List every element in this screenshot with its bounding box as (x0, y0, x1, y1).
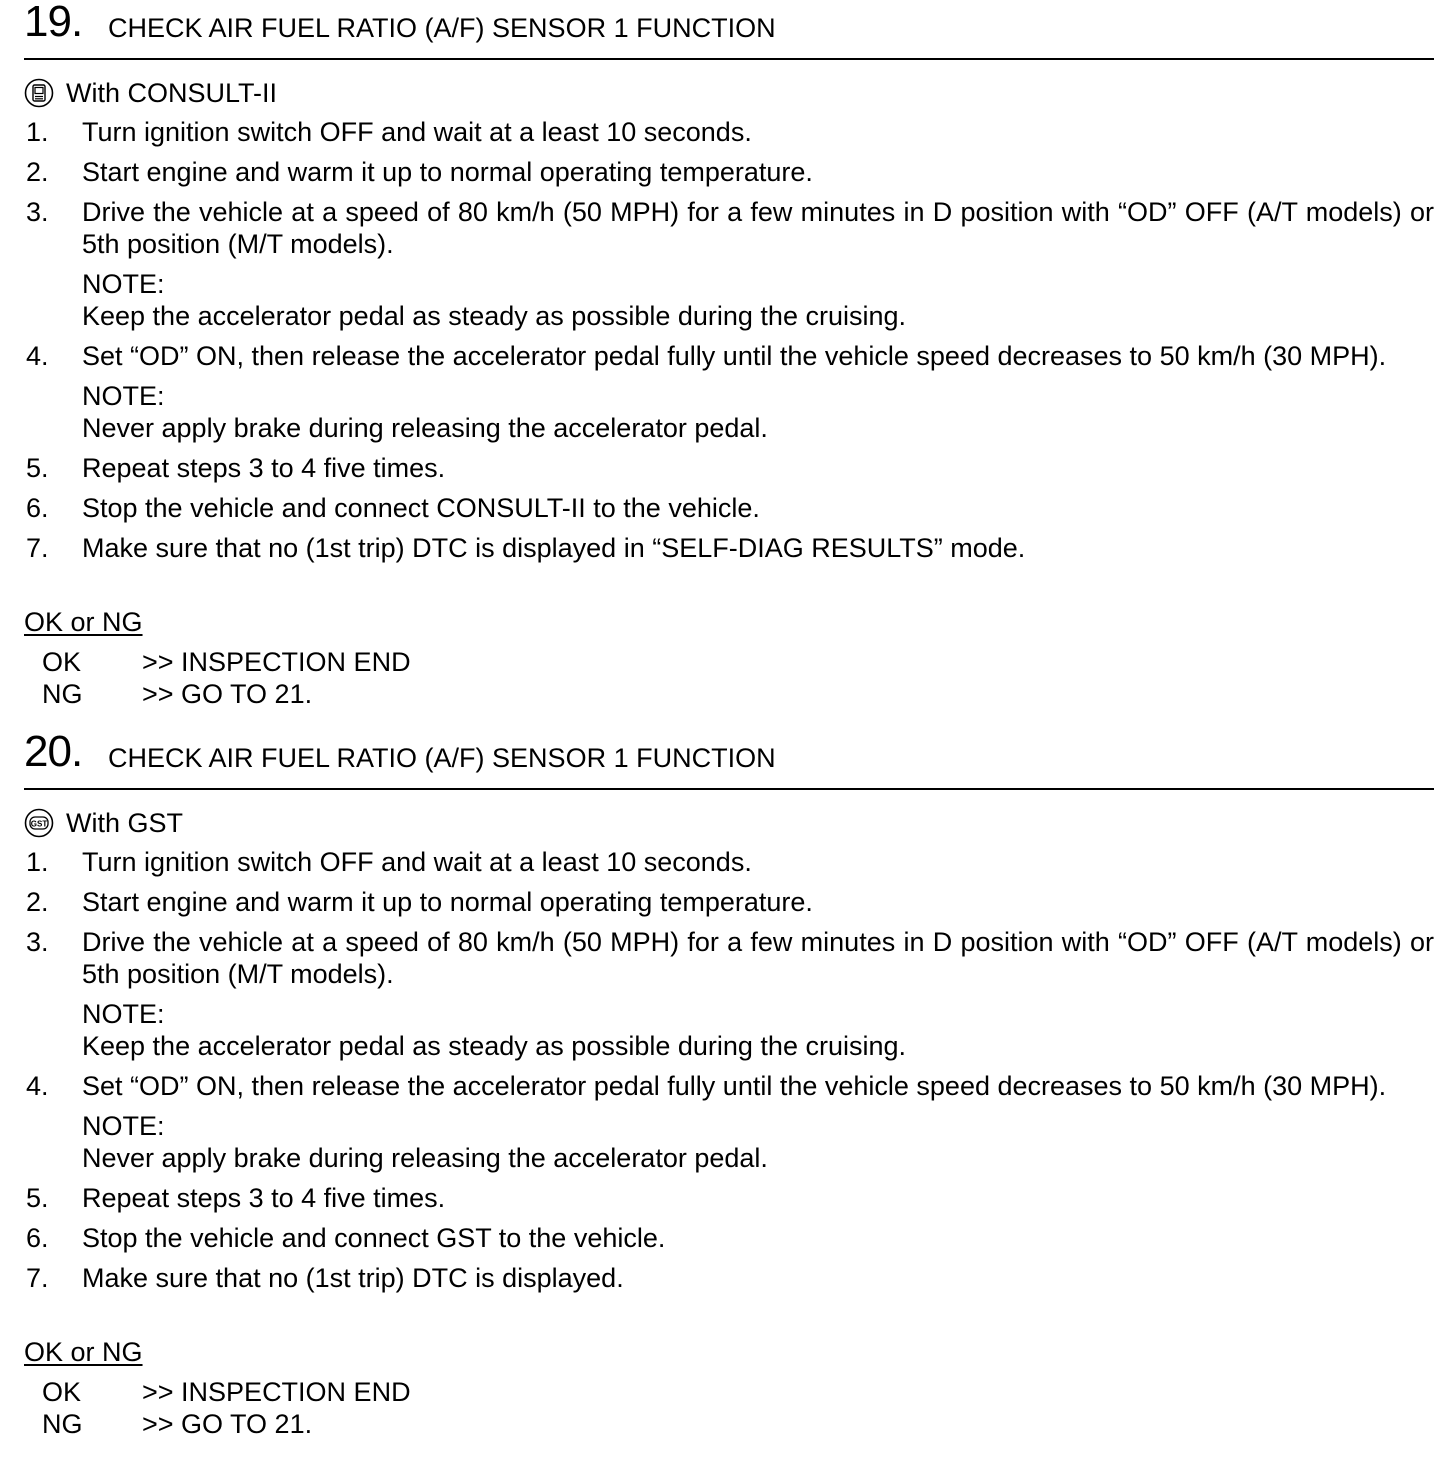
step-item-text: Start engine and warm it up to normal operating temperature. (82, 887, 813, 917)
step-item-text: Make sure that no (1st trip) DTC is displayed in “SELF-DIAG RESULTS” mode. (82, 533, 1026, 563)
result-row-ng (24, 678, 313, 710)
note-text: Keep the accelerator pedal as steady as possible during the cruising. (82, 1031, 907, 1061)
tool-label: With CONSULT-II (66, 78, 278, 108)
step-item-text: Drive the vehicle at a speed of 80 km/h (50 MPH) for a few minutes in D position with “OD” OFF (A/T models) or 5th position (M/T models). (82, 927, 1434, 989)
result-value: >> GO TO 21. (142, 679, 313, 709)
step-item (24, 340, 1434, 444)
step-item-text: Repeat steps 3 to 4 five times. (82, 453, 446, 483)
result-row-ng (24, 1408, 313, 1440)
step-item-text: Start engine and warm it up to normal operating temperature. (82, 157, 813, 187)
result-title: OK or NG (24, 607, 143, 637)
result-value: >> INSPECTION END (142, 647, 411, 677)
step-item-number: 3. (26, 927, 49, 957)
result-key: NG (42, 1409, 83, 1439)
result-block (24, 1336, 411, 1440)
section-heading (24, 0, 1434, 60)
step-number: 20. (24, 727, 83, 776)
note-label: NOTE: (82, 381, 165, 411)
step-list (24, 846, 1434, 1302)
section-heading (24, 727, 1434, 790)
step-item (24, 452, 1434, 484)
step-item-number: 5. (26, 453, 49, 483)
step-item-text: Turn ignition switch OFF and wait at a least 10 seconds. (82, 117, 752, 147)
tool-line (24, 806, 183, 840)
result-block (24, 606, 411, 710)
note-label: NOTE: (82, 269, 165, 299)
step-item (24, 1222, 1434, 1254)
step-item-number: 1. (26, 847, 49, 877)
step-item (24, 156, 1434, 188)
result-value: >> INSPECTION END (142, 1377, 411, 1407)
step-list (24, 116, 1434, 572)
step-item-text: Stop the vehicle and connect CONSULT-II to the vehicle. (82, 493, 760, 523)
result-key: OK (42, 647, 82, 677)
step-item-number: 5. (26, 1183, 49, 1213)
note-text: Never apply brake during releasing the accelerator pedal. (82, 413, 768, 443)
step-item (24, 196, 1434, 332)
gst-icon (24, 808, 54, 838)
step-title: CHECK AIR FUEL RATIO (A/F) SENSOR 1 FUNCTION (108, 743, 776, 773)
step-item-text: Repeat steps 3 to 4 five times. (82, 1183, 446, 1213)
step-item-number: 7. (26, 1263, 49, 1293)
step-title: CHECK AIR FUEL RATIO (A/F) SENSOR 1 FUNCTION (108, 13, 776, 43)
step-item (24, 116, 1434, 148)
note-text: Never apply brake during releasing the accelerator pedal. (82, 1143, 768, 1173)
step-item-text: Make sure that no (1st trip) DTC is displayed. (82, 1263, 624, 1293)
step-item-number: 2. (26, 887, 49, 917)
note-text: Keep the accelerator pedal as steady as possible during the cruising. (82, 301, 907, 331)
result-row-ok (24, 1376, 411, 1408)
step-item (24, 886, 1434, 918)
note-label: NOTE: (82, 1111, 165, 1141)
step-item (24, 1182, 1434, 1214)
step-item-number: 7. (26, 533, 49, 563)
step-item-number: 6. (26, 493, 49, 523)
step-item (24, 846, 1434, 878)
step-item (24, 926, 1434, 1062)
step-item-text: Stop the vehicle and connect GST to the vehicle. (82, 1223, 666, 1253)
step-item-text: Turn ignition switch OFF and wait at a least 10 seconds. (82, 847, 752, 877)
step-item-number: 2. (26, 157, 49, 187)
result-row-ok (24, 646, 411, 678)
step-item-number: 4. (26, 341, 49, 371)
step-item (24, 1262, 1434, 1294)
result-key: NG (42, 679, 83, 709)
gst-icon-text: GST (30, 819, 48, 829)
step-number: 19. (24, 0, 83, 46)
step-item-number: 6. (26, 1223, 49, 1253)
step-item-number: 3. (26, 197, 49, 227)
step-item-number: 1. (26, 117, 49, 147)
tool-label: With GST (66, 808, 184, 838)
step-item (24, 1070, 1434, 1174)
step-item-text: Set “OD” ON, then release the accelerator pedal fully until the vehicle speed decreases to 50 km/h (30 MPH). (82, 341, 1387, 371)
step-item-number: 4. (26, 1071, 49, 1101)
step-item (24, 532, 1434, 564)
tool-line (24, 76, 277, 110)
step-item-text: Set “OD” ON, then release the accelerator pedal fully until the vehicle speed decreases to 50 km/h (30 MPH). (82, 1071, 1387, 1101)
result-key: OK (42, 1377, 82, 1407)
step-item (24, 492, 1434, 524)
step-item-text: Drive the vehicle at a speed of 80 km/h (50 MPH) for a few minutes in D position with “OD” OFF (A/T models) or 5th position (M/T models). (82, 197, 1434, 259)
result-title: OK or NG (24, 1337, 143, 1367)
note-label: NOTE: (82, 999, 165, 1029)
result-value: >> GO TO 21. (142, 1409, 313, 1439)
consult-ii-icon (24, 78, 54, 108)
